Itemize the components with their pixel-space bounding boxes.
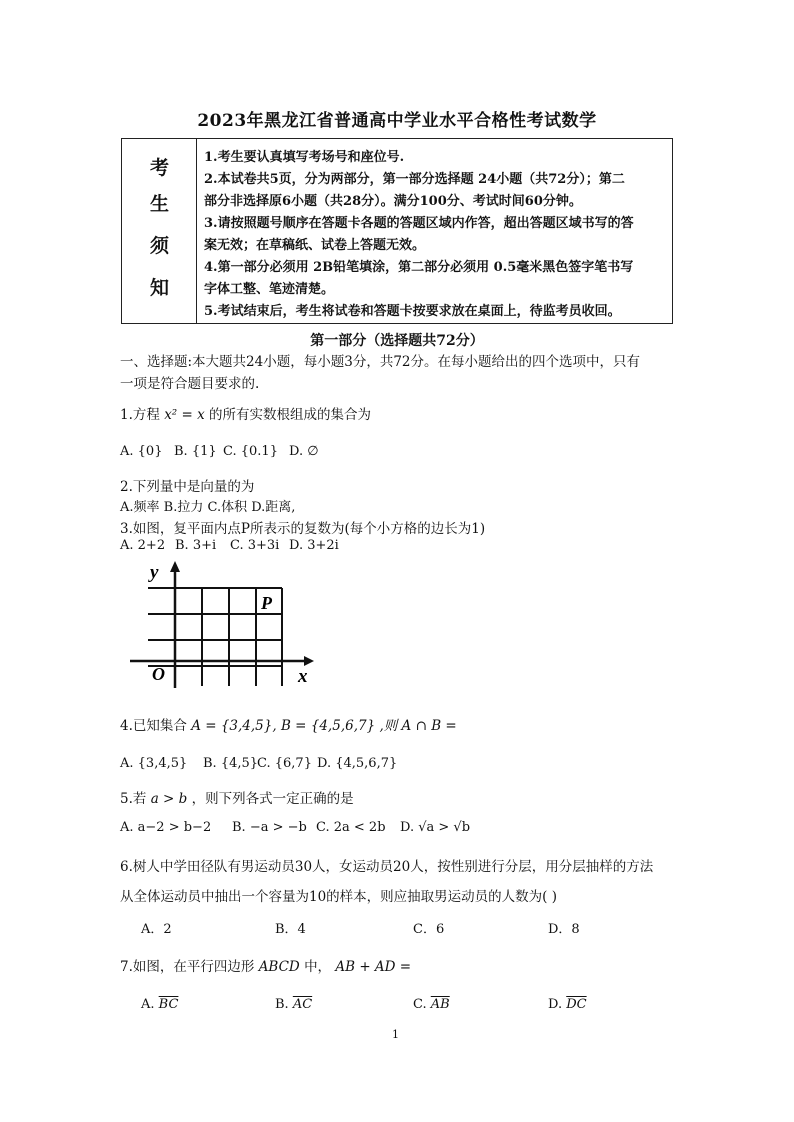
page-number: 1 (392, 1028, 399, 1041)
q4-option-c: C. {6,7} (257, 756, 312, 771)
q5-condition: a > b (150, 791, 188, 807)
q7-option-c (413, 997, 450, 1012)
q4-sets: A = {3,4,5}, B = {4,5,6,7} (191, 718, 376, 734)
q1-stem-prefix: 1.方程 (120, 407, 160, 423)
q5-option-a: A. a−2 > b−2 (120, 820, 212, 835)
q5-option-b: B. −a > −b (232, 820, 307, 835)
q1-stem-suffix: 的所有实数根组成的集合为 (209, 407, 372, 423)
q5-option-c: C. 2a < 2b (316, 820, 386, 835)
y-axis-label: y (150, 562, 159, 583)
question-5-stem (120, 787, 354, 807)
notice-line: 2.本试卷共5页，分为两部分，第一部分选择题 24小题（共72分）；第二 (204, 172, 625, 187)
y-axis-arrow-icon (170, 561, 180, 572)
question-6-stem-line: 从全体运动员中抽出一个容量为10的样本，则应抽取男运动员的人数为( ) (120, 889, 558, 905)
notice-line: 3.请按照题号顺序在答题卡各题的答题区域内作答，超出答题区域书写的答 (204, 216, 634, 231)
q7-option-d (548, 997, 587, 1012)
q1-equation: x² = x (164, 407, 205, 423)
q7-option-b (275, 997, 312, 1012)
q1-option-c: C. {0.1} (223, 444, 278, 459)
q1-option-b: B. {1} (174, 444, 217, 459)
q7-stem-mid: 中， (304, 959, 332, 975)
q4-option-b: B. {4,5} (203, 756, 259, 771)
complex-plane-figure (128, 558, 320, 690)
origin-label: O (152, 664, 165, 684)
q6-option-d: D．8 (548, 922, 580, 937)
q4-option-d: D. {4,5,6,7} (317, 756, 398, 771)
x-axis-arrow-icon (304, 656, 314, 666)
notice-line: 5.考试结束后，考生将试卷和答题卡按要求放在桌面上，待监考员收回。 (204, 304, 621, 319)
notice-line: 案无效；在草稿纸、试卷上答题无效。 (204, 238, 426, 253)
question-7-stem (120, 955, 411, 975)
q6-option-a: A．2 (141, 922, 172, 937)
point-p-label: P (261, 593, 272, 613)
q7-option-d-vector: $\overline{DC}$ (566, 997, 587, 1012)
notice-label-char: 须 (149, 235, 169, 257)
notice-label-char: 考 (149, 157, 169, 179)
section-intro-line: 一项是符合题目要求的. (120, 376, 260, 392)
question-6-stem-line: 6.树人中学田径队有男运动员30人，女运动员20人，按性别进行分层，用分层抽样的方法 (120, 859, 654, 875)
x-axis-label: x (298, 666, 308, 687)
q7-option-a (141, 997, 178, 1012)
section-intro-line: 一、选择题:本大题共24小题，每小题3分，共72分。在每小题给出的四个选项中，只有 (120, 354, 640, 370)
question-2-stem: 2.下列量中是向量的为 (120, 479, 255, 495)
q3-option-b: B. 3+i (175, 538, 217, 553)
exam-title: 2023年黑龙江省普通高中学业水平合格性考试数学 (197, 111, 597, 131)
q7-option-c-prefix: C. (413, 997, 427, 1012)
q3-option-a: A. 2+2 (120, 538, 166, 553)
q7-stem-prefix: 7.如图，在平行四边形 (120, 959, 255, 975)
notice-label-char: 知 (149, 277, 169, 299)
notice-line: 1.考生要认真填写考场号和座位号. (204, 150, 405, 165)
q4-stem-prefix: 4.已知集合 (120, 718, 187, 734)
q7-option-b-prefix: B. (275, 997, 289, 1012)
q5-stem-suffix: ，则下列各式一定正确的是 (191, 791, 354, 807)
question-4-stem (120, 714, 457, 734)
q3-option-c: C. 3+3i (230, 538, 280, 553)
question-3-stem: 3.如图，复平面内点P所表示的复数为(每个小方格的边长为1) (120, 521, 486, 537)
q4-option-a: A. {3,4,5} (120, 756, 188, 771)
q7-option-c-vector: $\overline{AB}$ (430, 997, 450, 1012)
q5-option-d: D. √a > √b (400, 820, 471, 835)
q6-option-b: B．4 (275, 922, 306, 937)
exam-notice-box (121, 138, 673, 324)
q5-stem-prefix: 5.若 (120, 791, 147, 807)
q7-figure-name: ABCD (258, 959, 300, 975)
q7-option-a-vector: $\overline{BC}$ (158, 997, 179, 1012)
q7-option-b-vector: $\overline{AC}$ (292, 997, 313, 1012)
q3-option-d: D. 3+2i (289, 538, 339, 553)
q4-stem-suffix: ,则 A ∩ B = (379, 718, 457, 734)
q6-option-c: C．6 (413, 922, 445, 937)
part-one-title: 第一部分（选择题共72分） (310, 333, 484, 349)
question-1-stem (120, 403, 371, 423)
q7-vector-sum: AB + AD = (335, 959, 412, 975)
notice-label-char: 生 (149, 193, 169, 215)
notice-line: 部分非选择原6小题（共28分）。满分100分、考试时间60分钟。 (204, 194, 582, 209)
q7-option-d-prefix: D. (548, 997, 563, 1012)
notice-line: 字体工整、笔迹清楚。 (204, 282, 335, 297)
q1-option-d: D. ∅ (289, 444, 319, 459)
q2-options: A.频率 B.拉力 C.体积 D.距离, (120, 500, 296, 515)
notice-line: 4.第一部分必须用 2B铅笔填涂，第二部分必须用 0.5毫米黑色签字笔书写 (204, 260, 634, 275)
q1-option-a: A. {0} (120, 444, 163, 459)
notice-label-cell (122, 139, 197, 323)
q7-option-a-prefix: A. (141, 997, 155, 1012)
